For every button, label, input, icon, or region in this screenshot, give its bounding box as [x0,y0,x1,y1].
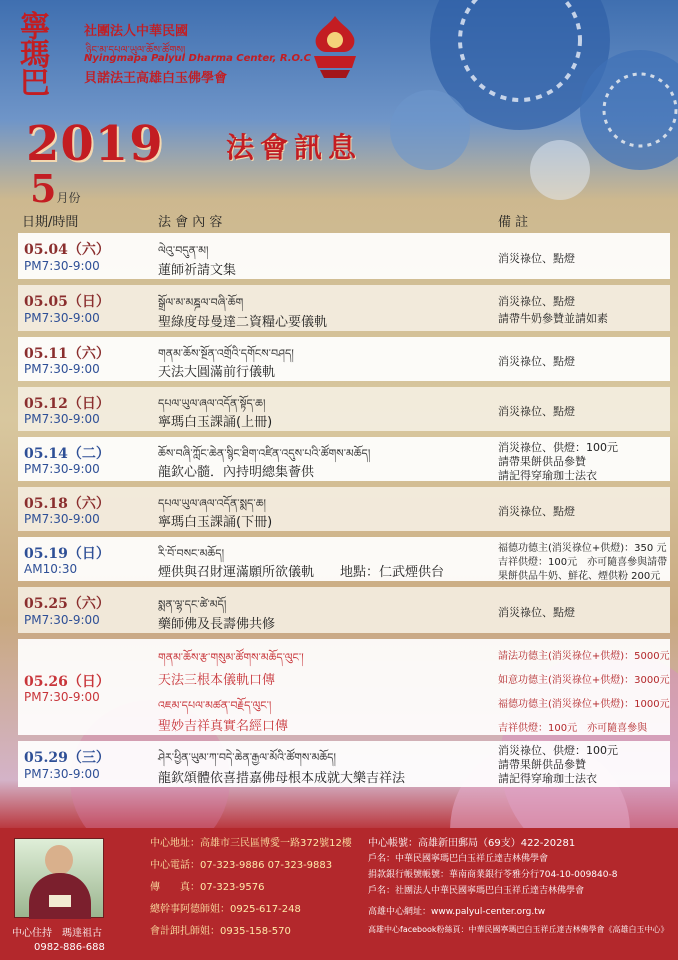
event-tibetan-title: ཆོས་བཞི་ཀློང་ཆེན་སྙིང་ཐིག་འཛིན་འདུས་པའི་ཚོགས་མཆོད། [158,447,371,460]
event-note: 請帶果餅供品參贊 [498,758,586,771]
event-tibetan-title: ཤེར་ཕྱིན་ཡུམ་ཀ་བདེ་ཆེན་རྒྱལ་མོའི་ཚོགས་མཆོད། [158,751,336,764]
poster-year: 2019 [26,116,164,172]
center-address: 中心地址：高雄市三民區博愛一路372號12樓 [150,838,352,849]
schedule-row [0,739,678,789]
event-title: 蓮師祈請文集 [158,263,237,278]
facebook-page: 高雄中心facebook粉絲頁：中華民國寧瑪巴白玉祥丘達吉林佛學會《高雄白玉中心》 [368,925,669,934]
event-note: 福德功德主(消災祿位+供燈)：350 元 [498,543,667,554]
photo-figure-head [45,845,73,875]
event-title: 煙供與召財運滿願所欲儀軌 [158,565,315,580]
postal-account-name: 戶名：中華民國寧瑪巴白玉祥丘達吉林佛學會 [368,854,549,864]
schedule-row [0,231,678,281]
event-time: PM7:30-9:00 [24,412,100,426]
host-lama-photo [14,838,104,918]
contact-footer [0,828,678,960]
event-time: PM7:30-9:00 [24,512,100,526]
event-date: 05.12（日） [24,396,110,412]
schedule-row [0,637,678,737]
event-tibetan-title: གནམ་ཆོས་སྔོན་འགྲོའི་དགོངས་བཤད། [158,347,294,360]
event-tibetan-title: རི་བོ་བསང་མཆོད། [158,547,225,560]
photo-figure-book [49,895,71,907]
event-note: 消災祿位、點燈 [498,505,575,518]
event-time: PM7:30-9:00 [24,690,100,704]
event-note: 請帶牛奶參贊並請如素 [498,312,608,325]
org-name-english: Nyingmapa Palyul Dharma Center, R.O.C [84,53,311,64]
column-header-content: 法 會 內 容 [158,215,223,230]
event-title: 藥師佛及長壽佛共修 [158,617,276,632]
schedule-row [0,585,678,635]
event-title: 龍欽心髓．內持明總集薈供 [158,465,315,480]
event-tibetan-title: ལེའུ་བདུན་མ། [158,244,209,257]
bank-account-name: 戶名：社團法人中華民國寧瑪巴白玉祥丘達吉林佛學會 [368,886,585,896]
event-location: 地點：仁武煙供台 [340,565,445,580]
event-title-2: 聖妙吉祥真實名經口傳 [158,719,289,734]
event-note: 消災祿位、點燈 [498,295,575,308]
column-headers [0,211,678,231]
event-date: 05.18（六） [24,496,110,512]
event-note: 消災祿位、點燈 [498,355,575,368]
month-label [30,166,80,211]
event-date: 05.25（六） [24,596,110,612]
event-date: 05.14（二） [24,446,110,462]
event-note: 請法功德主(消災祿位+供燈)：5000元 [498,651,670,662]
event-note: 請帶果餅供品參贊 [498,455,586,468]
event-time: PM7:30-9:00 [24,613,100,627]
event-tibetan-title: གནམ་ཆོས་རྩ་གསུམ་ཚོགས་མཆོད་ལུང་། [158,651,304,664]
poster-title: 法會訊息 [226,131,363,164]
schedule-row [0,535,678,583]
schedule-row [0,435,678,483]
schedule-row [0,485,678,533]
schedule-row [0,283,678,333]
center-website: 高雄中心網址：www.palyul-center.org.tw [368,907,546,917]
schedule-row [0,385,678,433]
org-name-line2: 貝諾法王高雄白玉佛學會 [84,71,228,86]
event-tibetan-title: དཔལ་ཡུལ་ཞལ་འདོན་སྨད་ཆ། [158,497,266,510]
event-note: 消災祿位、供燈：100元 [498,441,618,454]
column-header-note: 備 註 [498,215,529,230]
event-time: AM10:30 [24,562,78,576]
event-tibetan-title: སྨན་ལྷ་དང་ཚེ་མདོ། [158,598,227,611]
center-phone: 中心電話：07-323-9886 07-323-9883 [150,860,333,871]
center-logo-calligraphy: 寧瑪巴 [20,10,48,101]
event-date: 05.05（日） [24,294,110,310]
host-phone: 0982-886-688 [34,942,105,953]
event-note: 如意功德主(消災祿位+供燈)：3000元 [498,675,670,686]
event-date: 05.26（日） [24,674,110,690]
event-tibetan-title-2: འཇམ་དཔལ་མཚན་བརྗོད་ལུང་། [158,699,272,712]
event-tibetan-title: དཔལ་ཡུལ་ཞལ་འདོན་སྟོད་ཆ། [158,397,266,410]
postal-account: 中心帳號：高雄新田郵局（69支）422-20281 [368,838,576,849]
event-time: PM7:30-9:00 [24,362,100,376]
org-name-tibetan: ཉིང་མ་དཔལ་ཡུལ་ཆོས་ཚོགས། [86,45,186,56]
event-note: 福德功德主(消災祿位+供燈)：1000元 [498,699,670,710]
month-number: 5 [30,166,57,211]
event-note: 消災祿位、供燈：100元 [498,744,618,757]
host-label: 中心住持 瑪達祖古 [12,928,102,939]
event-note: 請記得穿瑜珈士法衣 [498,772,597,785]
center-fax: 傳 真：07-323-9576 [150,882,265,893]
event-title: 聖綠度母曼達二資糧心要儀軌 [158,315,328,330]
event-note: 消災祿位、點燈 [498,405,575,418]
event-note: 果餅供品牛奶、鮮花、煙供粉 200元 [498,571,661,582]
event-tibetan-title: སྒྲོལ་མ་མཎྜལ་བཞི་ཆོག [158,296,244,309]
event-time: PM7:30-9:00 [24,259,100,273]
event-note: 消災祿位、點燈 [498,252,575,265]
event-note: 吉祥供燈：100元 亦可隨喜參與請帶 [498,557,668,568]
event-title: 天法大圓滿前行儀軌 [158,365,276,380]
event-date: 05.11（六） [24,346,110,362]
event-date: 05.29（三） [24,750,110,766]
event-date: 05.19（日） [24,546,110,562]
event-time: PM7:30-9:00 [24,311,100,325]
bank-account: 捐款銀行帳號帳號：華南商業銀行苓雅分行704-10-009840-8 [368,870,618,880]
event-note: 吉祥供燈：100元 亦可隨喜參與 [498,723,648,734]
event-title: 寧瑪白玉課誦(下冊) [158,515,273,530]
event-title: 天法三根本儀軌口傳 [158,673,276,688]
event-title: 龍欽頌體依喜措嘉佛母根本成就大樂吉祥法 [158,771,406,786]
event-date: 05.04（六） [24,242,110,258]
event-note: 消災祿位、點燈 [498,606,575,619]
month-suffix: 月份 [56,191,81,205]
accountant-contact: 會計卸扎師姐：0935-158-570 [150,926,291,937]
event-title: 寧瑪白玉課誦(上冊) [158,415,273,430]
org-name-line1: 社團法人中華民國 [84,24,189,39]
palyul-emblem-icon [306,12,364,82]
event-time: PM7:30-9:00 [24,767,100,781]
secretary-contact: 總幹事阿德師姐：0925-617-248 [150,904,301,915]
schedule-row [0,335,678,383]
poster-header [0,0,678,220]
column-header-date: 日期/時間 [22,215,79,230]
event-time: PM7:30-9:00 [24,462,100,476]
event-note: 請記得穿瑜珈士法衣 [498,469,597,482]
